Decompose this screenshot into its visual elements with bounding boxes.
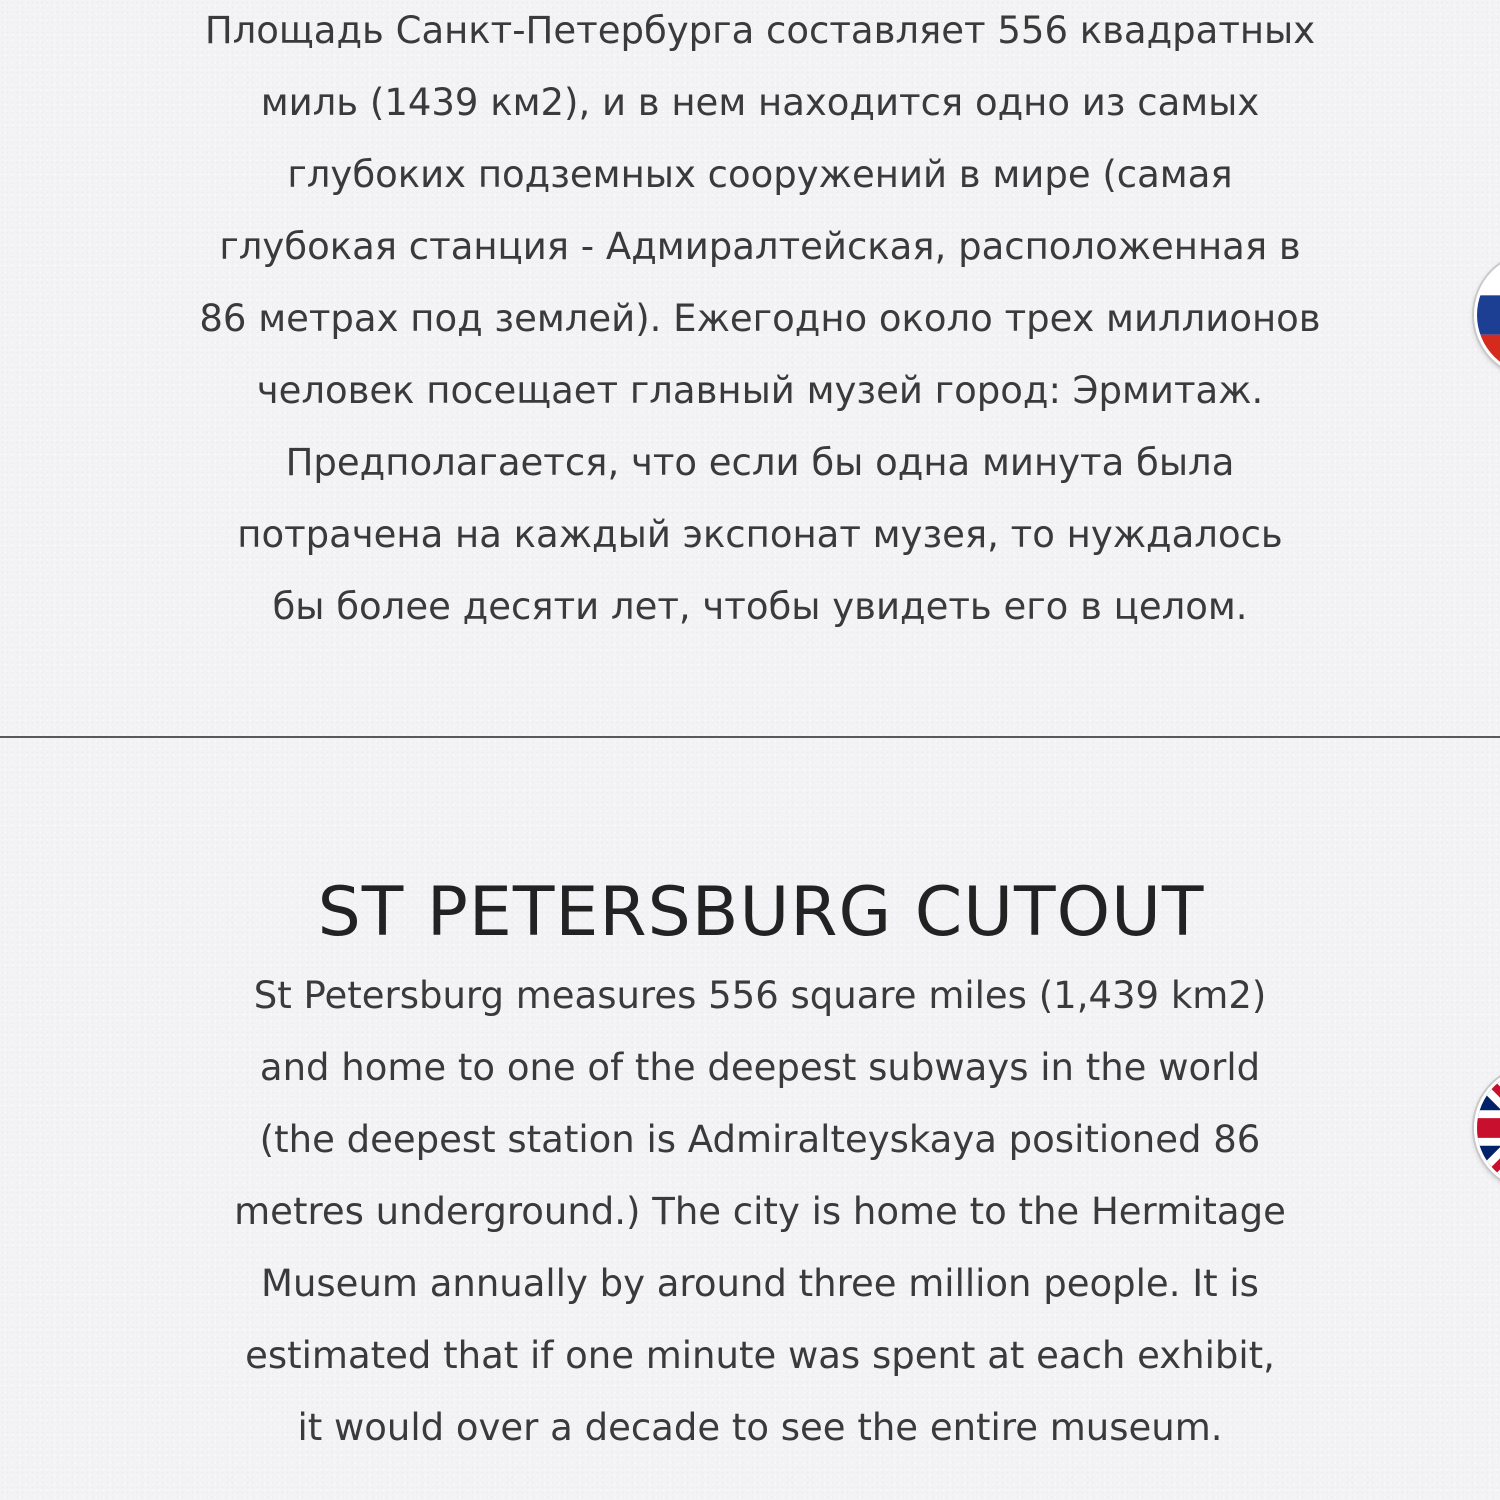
english-description-paragraph [60, 960, 1460, 1464]
paragraph-line: бы более десяти лет, чтобы увидеть его в целом. [272, 585, 1248, 628]
russian-description-paragraph [60, 0, 1460, 643]
paragraph-line: St Petersburg measures 556 square miles (1,439 km2) [253, 974, 1267, 1017]
paragraph-line: человек посещает главный музей город: Эрмитаж. [256, 369, 1264, 412]
paragraph-line: it would over a decade to see the entire museum. [297, 1406, 1223, 1449]
paragraph-line: metres underground.) The city is home to the Hermitage [234, 1190, 1286, 1233]
english-description-section [0, 738, 1500, 1500]
paragraph-line: Площадь Санкт-Петербурга составляет 556 квадратных [204, 9, 1316, 52]
paragraph-line: 86 метрах под землей). Ежегодно около трех миллионов [199, 297, 1321, 340]
russian-description-section [0, 0, 1500, 737]
paragraph-line: глубокая станция - Адмиралтейская, расположенная в [219, 225, 1301, 268]
paragraph-line: Предполагается, что если бы одна минута была [285, 441, 1235, 484]
section-title: ST PETERSBURG CUTOUT [317, 873, 1205, 952]
paragraph-line: estimated that if one minute was spent at each exhibit, [245, 1334, 1275, 1377]
paragraph-line: Museum annually by around three million people. It is [261, 1262, 1259, 1305]
paragraph-line: потрачена на каждый экспонат музея, то нуждалось [237, 513, 1283, 556]
paragraph-line: миль (1439 км2), и в нем находится одно из самых [260, 81, 1260, 124]
paragraph-line: (the deepest station is Admiralteyskaya positioned 86 [259, 1118, 1261, 1161]
paragraph-line: and home to one of the deepest subways in the world [259, 1046, 1261, 1089]
paragraph-line: глубоких подземных сооружений в мире (самая [287, 153, 1233, 196]
